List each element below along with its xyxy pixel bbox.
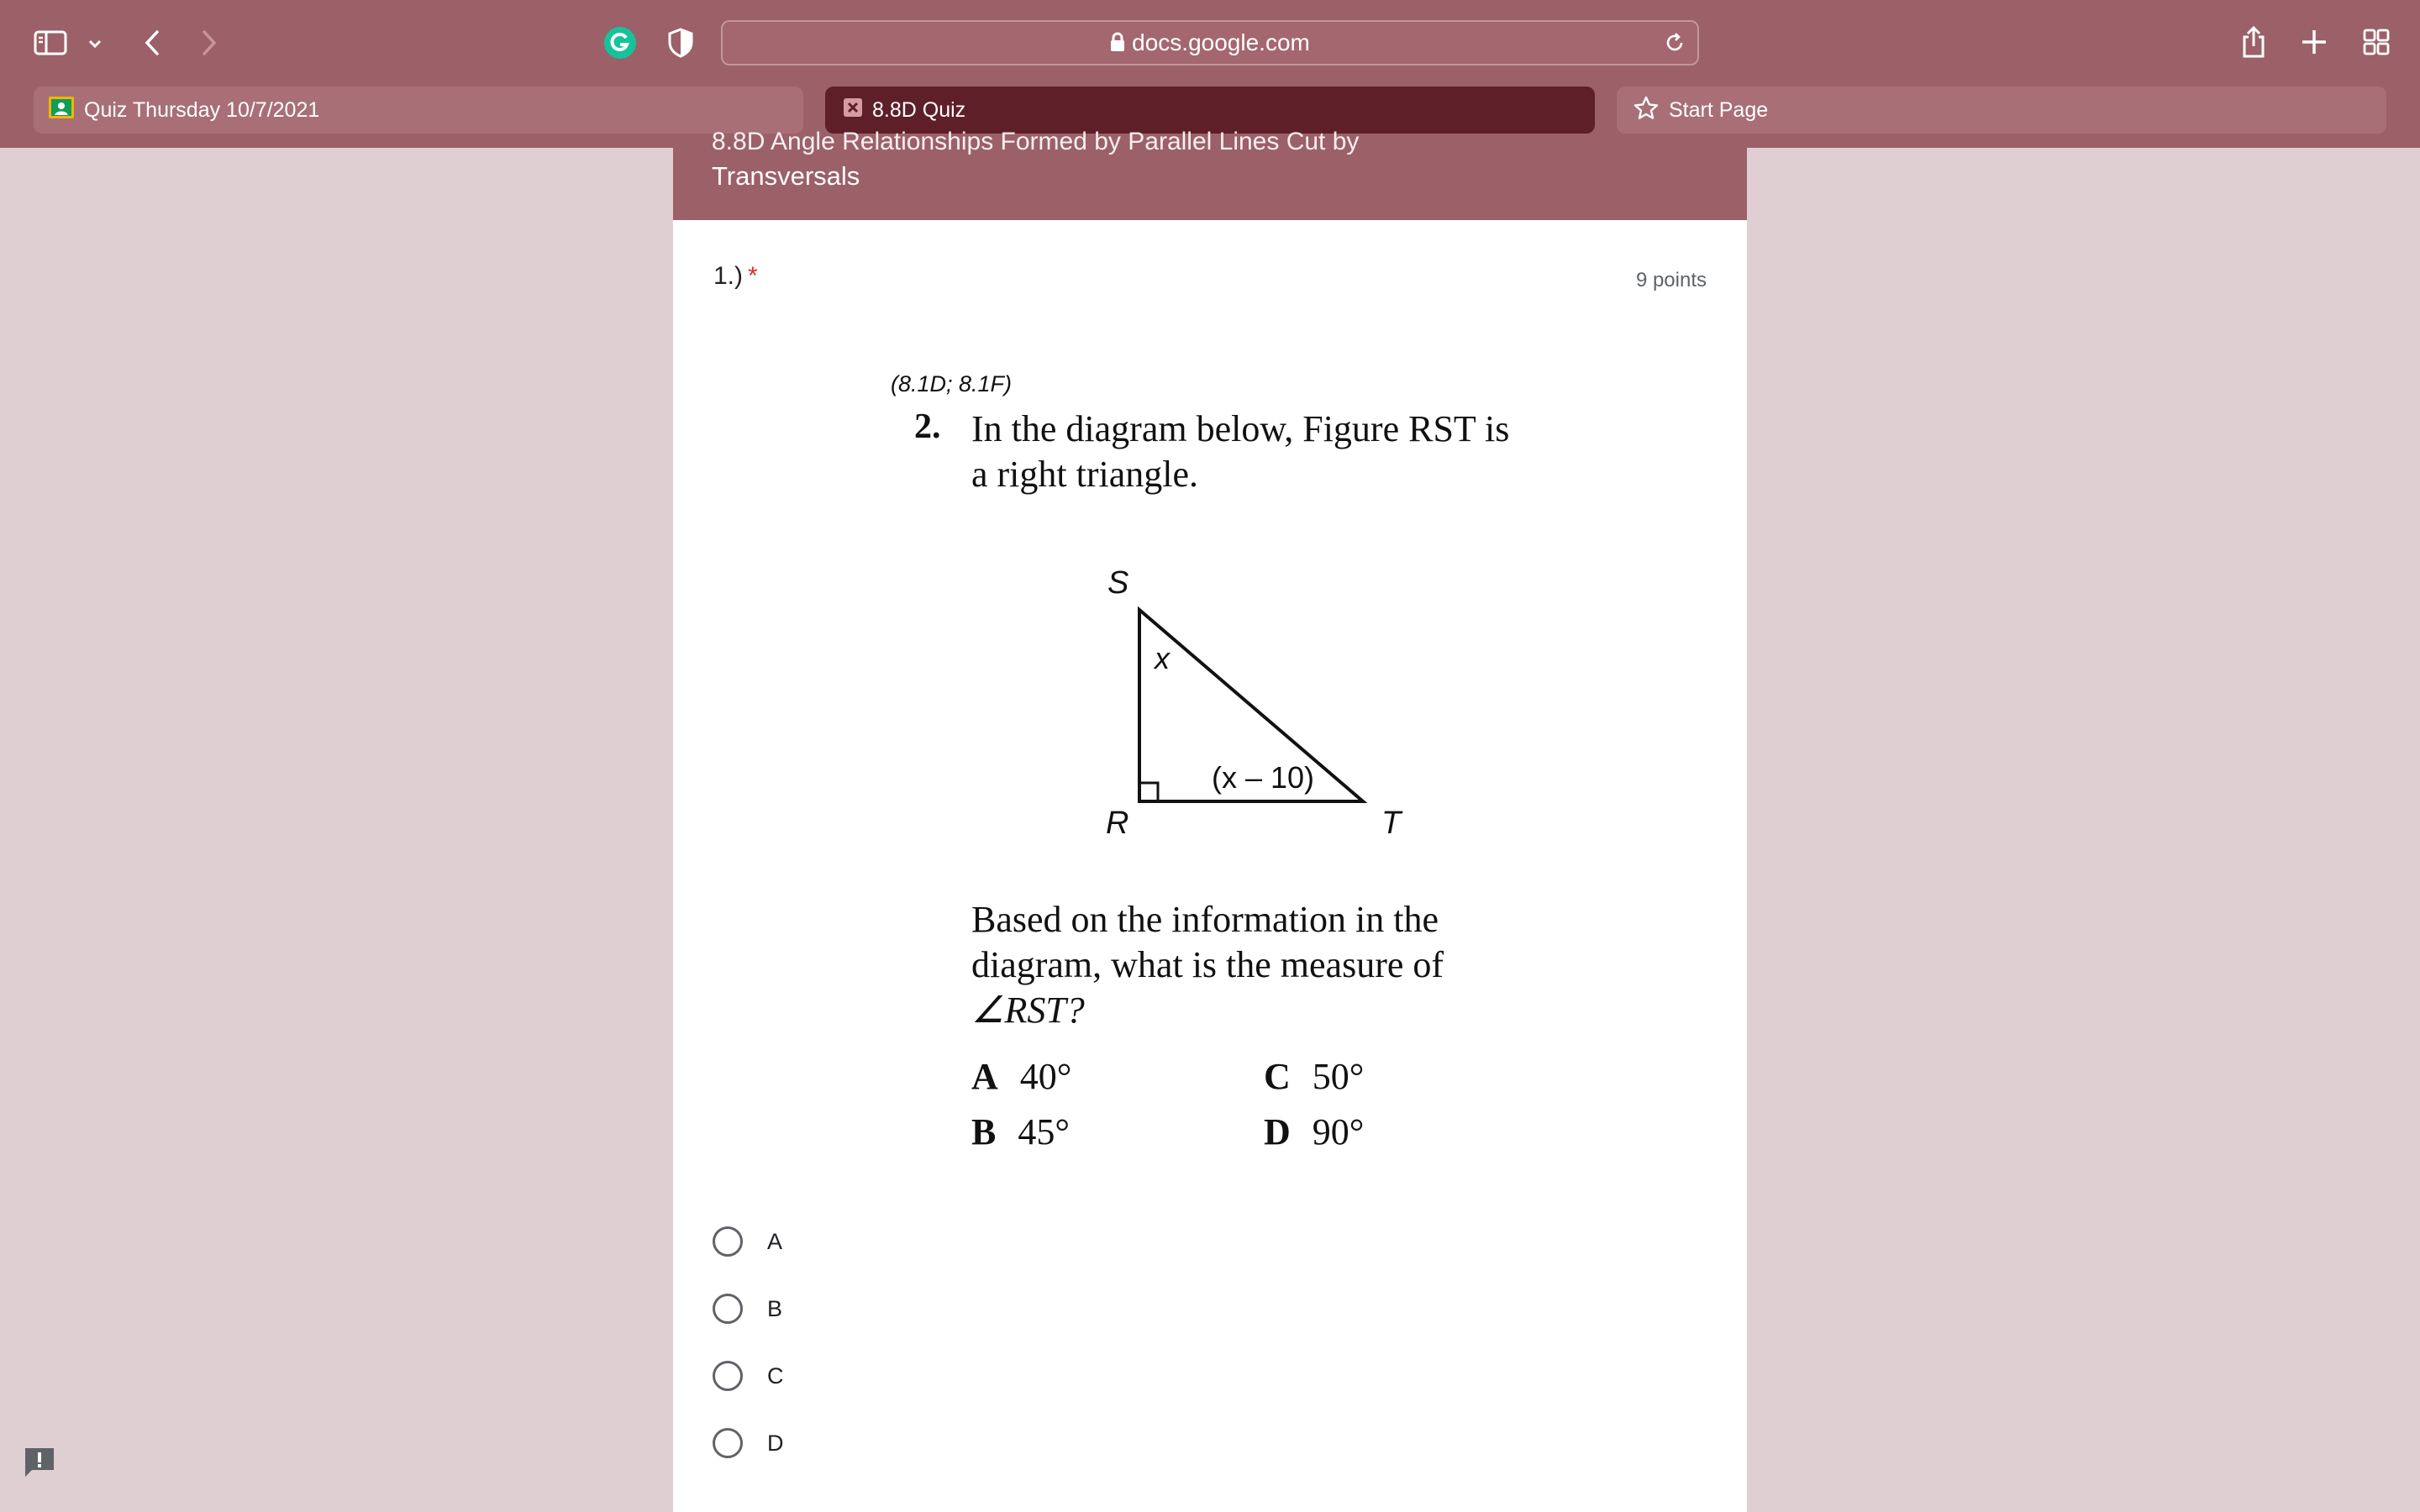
option-label: C	[767, 1362, 784, 1389]
radio-button[interactable]	[713, 1361, 743, 1391]
vertex-t-label: T	[1381, 806, 1402, 841]
choice-letter: B	[971, 1111, 997, 1152]
new-tab-icon[interactable]	[2299, 27, 2329, 57]
address-bar[interactable]	[721, 20, 1699, 66]
chevron-down-icon[interactable]	[84, 34, 106, 54]
form-description-cut: 8.8D Angle Relationships Formed by Parallel Lines Cut by	[712, 128, 1360, 155]
star-icon	[1634, 96, 1659, 125]
tab-label: 8.8D Quiz	[872, 97, 966, 122]
choice-value: 45°	[1018, 1111, 1070, 1152]
option-d[interactable]	[713, 1425, 784, 1462]
tab-overview-icon[interactable]	[2361, 27, 2391, 57]
prompt-line: a right triangle.	[971, 454, 1199, 495]
sidebar-toggle-icon[interactable]	[32, 29, 69, 57]
choice-letter: A	[971, 1056, 998, 1097]
followup-line: ∠RST?	[971, 990, 1085, 1031]
lock-icon	[1110, 24, 1125, 66]
image-choice-a	[971, 1055, 1071, 1098]
classroom-icon	[49, 97, 74, 124]
reload-icon[interactable]	[1664, 32, 1686, 58]
tab-start-page[interactable]	[1617, 87, 2386, 134]
vertex-r-label: R	[1106, 806, 1129, 841]
choice-letter: C	[1264, 1056, 1291, 1097]
image-choice-b	[971, 1110, 1070, 1153]
grammarly-extension-icon[interactable]	[603, 26, 637, 60]
tab-label: Quiz Thursday 10/7/2021	[84, 97, 320, 122]
radio-button[interactable]	[713, 1294, 743, 1324]
item-number: 2.	[914, 407, 941, 446]
image-choice-d	[1264, 1110, 1364, 1153]
option-label: B	[767, 1295, 783, 1321]
report-feedback-icon[interactable]	[22, 1445, 57, 1484]
option-label: A	[767, 1228, 783, 1254]
standards-code: (8.1D; 8.1F)	[891, 371, 1013, 396]
question-number-text: 1.)	[713, 262, 744, 290]
radio-button[interactable]	[713, 1226, 743, 1257]
choice-value: 90°	[1312, 1111, 1365, 1152]
option-c[interactable]	[713, 1357, 784, 1394]
angle-t-label: (x – 10)	[1212, 760, 1315, 795]
option-label: D	[767, 1430, 784, 1456]
browser-toolbar	[0, 0, 2420, 148]
question-followup	[971, 897, 1509, 1033]
question-prompt	[971, 407, 1560, 497]
privacy-shield-icon[interactable]	[666, 26, 696, 60]
url-text: docs.google.com	[1132, 29, 1310, 55]
angle-s-label: x	[1155, 641, 1170, 675]
option-a[interactable]	[713, 1223, 782, 1260]
form-header	[673, 128, 1747, 220]
tab-quiz-thursday[interactable]	[34, 87, 803, 134]
choice-letter: D	[1264, 1111, 1291, 1152]
required-asterisk: *	[748, 262, 758, 290]
right-angle-mark	[1139, 783, 1158, 801]
right-triangle-diagram	[1084, 554, 1420, 840]
followup-line: Based on the information in the	[971, 899, 1439, 940]
prompt-line: In the diagram below, Figure RST is	[971, 408, 1510, 449]
option-b[interactable]	[713, 1290, 782, 1327]
share-icon[interactable]	[2238, 24, 2269, 60]
choice-value: 50°	[1312, 1056, 1365, 1097]
vertex-s-label: S	[1107, 565, 1129, 601]
question-number	[713, 262, 758, 291]
forward-icon[interactable]	[197, 27, 222, 59]
image-choice-c	[1264, 1055, 1364, 1098]
question-points: 9 points	[1635, 269, 1707, 291]
tab-label: Start Page	[1669, 97, 1769, 122]
tab-8-8d-quiz[interactable]	[825, 87, 1595, 134]
forms-favicon-icon	[844, 98, 862, 123]
form-header-title: Transversals	[712, 161, 860, 191]
choice-value: 40°	[1019, 1056, 1072, 1097]
followup-line: diagram, what is the measure of	[971, 944, 1444, 985]
radio-button[interactable]	[713, 1428, 743, 1458]
back-icon[interactable]	[139, 27, 165, 59]
